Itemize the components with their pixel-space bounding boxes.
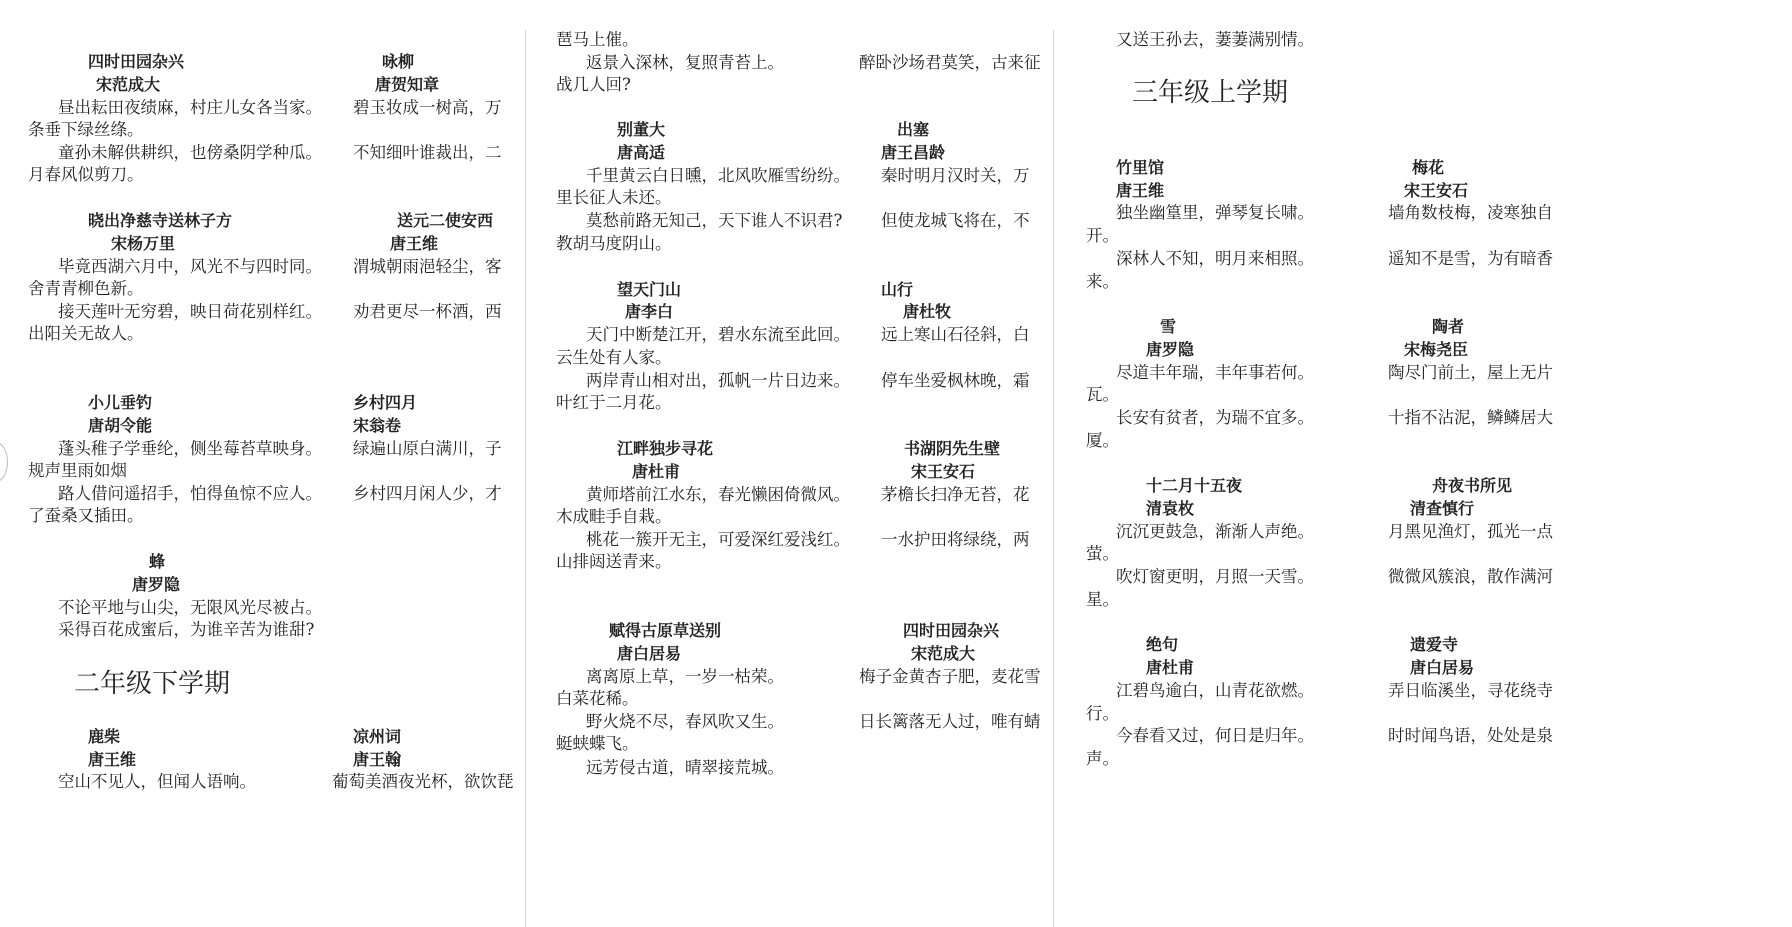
poem-line: 琶马上催。 [556,30,639,49]
poem-line: 舍青青柳色新。 [28,279,144,298]
poem-title: 陶者 [1432,317,1465,336]
poem-author: 唐罗隐 [1146,340,1195,359]
poem-title: 四时田园杂兴 [903,621,1000,640]
poem-author: 唐杜甫 [632,462,681,481]
poem-title: 送元二使安西 [397,211,494,230]
poem-title: 雪 [1160,317,1177,336]
poem-line: 萤。 [1086,544,1119,563]
poem-title: 别董大 [617,120,666,139]
poem-line: 天门中断楚江开，碧水东流至此回。 [586,325,850,344]
poem-line: 独坐幽篁里，弹琴复长啸。 [1116,203,1314,222]
poem-line: 葡萄美酒夜光杯，欲饮琵 [332,772,514,791]
poem-line: 不知细叶谁裁出，二 [353,143,502,162]
poem-line: 远芳侵古道，晴翠接荒城。 [586,758,784,777]
poem-author: 清查慎行 [1410,499,1475,518]
poem-line: 返景入深林，复照青苔上。 [586,53,784,72]
poem-title: 四时田园杂兴 [88,52,185,71]
poem-author: 宋翁卷 [353,416,402,435]
poem-line: 两岸青山相对出，孤帆一片日边来。 [586,371,850,390]
poem-title: 出塞 [897,120,930,139]
page-divider [525,30,526,927]
poem-author: 唐高适 [617,143,666,162]
poem-line: 里长征人未还。 [556,188,672,207]
poem-author: 宋范成大 [911,644,976,663]
poem-title: 十二月十五夜 [1146,476,1243,495]
poem-line: 接天莲叶无穷碧，映日荷花别样红。 [58,302,322,321]
poem-author: 宋范成大 [96,75,161,94]
poem-line: 停车坐爱枫林晚，霜 [881,371,1030,390]
poem-author: 宋杨万里 [111,234,176,253]
poem-line: 童孙未解供耕织，也傍桑阴学种瓜。 [58,143,322,162]
poem-title: 山行 [881,280,914,299]
poem-line: 野火烧不尽，春风吹又生。 [586,712,784,731]
poem-line: 沉沉更鼓急，渐渐人声绝。 [1116,522,1314,541]
poem-author: 唐胡令能 [88,416,153,435]
poem-title: 江畔独步寻花 [617,439,714,458]
poem-line: 离离原上草，一岁一枯荣。 [586,667,784,686]
poem-line: 白菜花稀。 [556,689,639,708]
poem-line: 吹灯窗更明，月照一天雪。 [1116,567,1314,586]
poem-author: 唐白居易 [1410,658,1475,677]
poem-line: 又送王孙去，萋萋满别情。 [1116,30,1314,49]
poem-line: 碧玉妆成一树高，万 [353,98,502,117]
section-heading: 三年级上学期 [1132,78,1289,108]
poem-line: 尽道丰年瑞，丰年事若何。 [1116,363,1314,382]
poem-line: 桃花一簇开无主，可爱深红爱浅红。 [586,530,850,549]
poem-line: 远上寒山石径斜，白 [881,325,1030,344]
poem-author: 唐王维 [88,750,137,769]
poem-title: 书湖阴先生壁 [904,439,1001,458]
poem-line: 月黑见渔灯，孤光一点 [1388,522,1553,541]
poem-author: 唐贺知章 [375,75,440,94]
poem-line: 教胡马度阴山。 [556,234,672,253]
poem-title: 蜂 [149,552,166,571]
poem-title: 望天门山 [617,280,682,299]
poem-line: 路人借问遥招手，怕得鱼惊不应人。 [58,484,322,503]
poem-author: 唐王维 [390,234,439,253]
poem-line: 黄师塔前江水东，春光懒困倚微风。 [586,485,850,504]
poem-line: 来。 [1086,272,1119,291]
poem-line: 茅檐长扫净无苔，花 [881,485,1030,504]
poem-author: 唐李白 [625,302,674,321]
poem-author: 清袁枚 [1146,499,1195,518]
poem-line: 但使龙城飞将在，不 [881,211,1030,230]
poem-title: 赋得古原草送别 [609,621,722,640]
page-divider [1053,30,1054,927]
document-page-3 [1086,0,1792,927]
poem-line: 采得百花成蜜后，为谁辛苦为谁甜? [58,620,315,639]
poem-line: 了蚕桑又插田。 [28,506,144,525]
poem-author: 唐白居易 [617,644,682,663]
poem-line: 绿遍山原白满川，子 [353,439,502,458]
poem-line: 深林人不知，明月来相照。 [1116,249,1314,268]
section-heading: 二年级下学期 [74,669,231,699]
poem-title: 咏柳 [382,52,415,71]
poem-line: 墙角数枝梅，凌寒独自 [1388,203,1553,222]
poem-title: 乡村四月 [353,393,418,412]
poem-line: 劝君更尽一杯酒，西 [353,302,502,321]
poem-line: 不论平地与山尖，无限风光尽被占。 [58,598,322,617]
poem-title: 凉州词 [353,727,402,746]
document-page-1 [0,0,600,927]
poem-line: 山排闼送青来。 [556,552,672,571]
poem-title: 梅花 [1412,158,1445,177]
poem-line: 昼出耘田夜绩麻，村庄儿女各当家。 [58,98,322,117]
poem-line: 出阳关无故人。 [28,324,144,343]
poem-line: 规声里雨如烟 [28,461,127,480]
poem-line: 云生处有人家。 [556,348,672,367]
poem-author: 唐杜甫 [1146,658,1195,677]
poem-line: 乡村四月闲人少，才 [353,484,502,503]
poem-line: 微微风簇浪，散作满河 [1388,567,1553,586]
poem-author: 唐王翰 [353,750,402,769]
poem-title: 绝句 [1146,635,1179,654]
poem-line: 空山不见人，但闻人语响。 [58,772,256,791]
poem-line: 蓬头稚子学垂纶，侧坐莓苔草映身。 [58,439,322,458]
poem-author: 宋王安石 [1404,181,1469,200]
poem-line: 渭城朝雨浥轻尘，客 [353,257,502,276]
poem-line: 声。 [1086,749,1119,768]
poem-title: 晓出净慈寺送林子方 [88,211,233,230]
poem-line: 毕竟西湖六月中，风光不与四时同。 [58,257,322,276]
poem-line: 江碧鸟逾白，山青花欲燃。 [1116,681,1314,700]
poem-line: 星。 [1086,590,1119,609]
poem-line: 叶红于二月花。 [556,393,672,412]
poem-line: 厦。 [1086,431,1119,450]
document-page-2 [556,0,1205,927]
poem-line: 陶尽门前土，屋上无片 [1388,363,1553,382]
poem-author: 唐王昌龄 [881,143,946,162]
poem-line: 千里黄云白日曛，北风吹雁雪纷纷。 [586,166,850,185]
poem-line: 时时闻鸟语，处处是泉 [1388,726,1553,745]
poem-author: 宋梅尧臣 [1404,340,1469,359]
poem-line: 醉卧沙场君莫笑，古来征 [859,53,1041,72]
poem-line: 梅子金黄杏子肥，麦花雪 [859,667,1041,686]
poem-line: 日长篱落无人过，唯有蜻 [859,712,1041,731]
poem-line: 战几人回? [556,75,631,94]
poem-title: 鹿柴 [88,727,121,746]
poem-line: 一水护田将绿绕，两 [881,530,1030,549]
poem-title: 小儿垂钓 [88,393,153,412]
poem-author: 唐罗隐 [132,575,181,594]
poem-line: 莫愁前路无知己，天下谁人不识君? [586,211,843,230]
poem-title: 舟夜书所见 [1432,476,1513,495]
poem-line: 十指不沾泥，鳞鳞居大 [1388,408,1553,427]
poem-author: 唐杜牧 [903,302,952,321]
poem-line: 瓦。 [1086,385,1119,404]
poem-line: 木成畦手自栽。 [556,507,672,526]
poem-line: 蜓蛱蝶飞。 [556,734,639,753]
poem-line: 今春看又过，何日是归年。 [1116,726,1314,745]
poem-line: 开。 [1086,226,1119,245]
poem-line: 行。 [1086,704,1119,723]
poem-author: 唐王维 [1116,181,1165,200]
poem-line: 长安有贫者，为瑞不宜多。 [1116,408,1314,427]
poem-author: 宋王安石 [911,462,976,481]
poem-line: 月春风似剪刀。 [28,165,144,184]
poem-title: 竹里馆 [1116,158,1165,177]
poem-line: 遥知不是雪，为有暗香 [1388,249,1553,268]
poem-title: 遗爱寺 [1410,635,1459,654]
poem-line: 弄日临溪坐，寻花绕寺 [1388,681,1553,700]
poem-line: 条垂下绿丝绦。 [28,120,144,139]
poem-line: 秦时明月汉时关，万 [881,166,1030,185]
